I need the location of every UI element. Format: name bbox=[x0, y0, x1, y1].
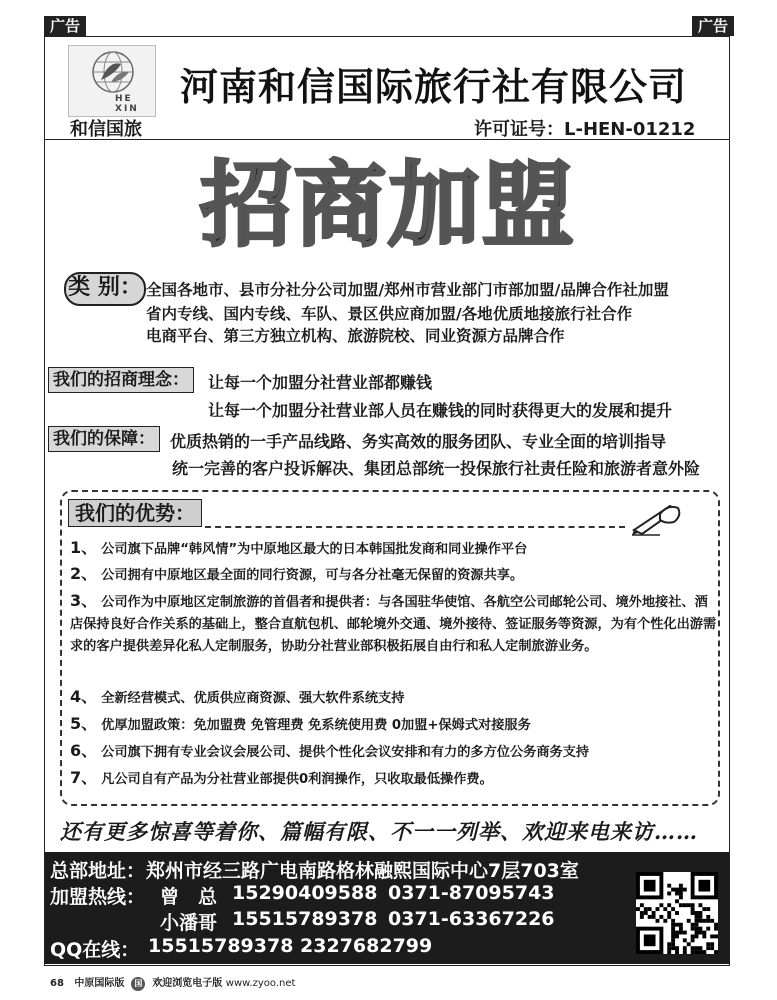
category-line-2: 省内专线、国内专线、车队、景区供应商加盟/各地优质地接旅行社合作 bbox=[146, 305, 633, 323]
main-title-text: 招商加盟 bbox=[199, 152, 577, 257]
advantages-divider bbox=[205, 526, 625, 528]
philosophy-line-1: 让每一个加盟分社营业部都赚钱 bbox=[208, 373, 433, 392]
contact-2-mobile: 15515789378 bbox=[232, 908, 378, 930]
category-line-3: 电商平台、第三方独立机构、旅游院校、同业资源方品牌合作 bbox=[146, 327, 565, 345]
philosophy-label: 我们的招商理念： bbox=[48, 367, 194, 393]
hotline-label: 加盟热线： bbox=[50, 886, 146, 908]
advantages-title: 我们的优势： bbox=[68, 499, 202, 527]
qq-label: QQ在线： bbox=[50, 939, 140, 961]
guarantee-label: 我们的保障： bbox=[48, 426, 160, 452]
ad-tag-left: 广告 bbox=[44, 16, 86, 36]
page-footer bbox=[50, 974, 295, 991]
contact-1-mobile: 15290409588 bbox=[232, 882, 378, 904]
philosophy-line-2: 让每一个加盟分社营业部人员在赚钱的同时获得更大的发展和提升 bbox=[208, 401, 673, 420]
section-name: 中原国际版 bbox=[74, 978, 125, 989]
footer-text: 欢迎浏览电子版 bbox=[152, 978, 223, 989]
contact-2-phone: 0371-63367226 bbox=[388, 908, 555, 930]
section-badge: 国 bbox=[131, 977, 145, 991]
contact-2-name: 小潘哥 bbox=[160, 912, 218, 934]
license-number: 许可证号：L-HEN-01212 bbox=[474, 119, 696, 140]
writing-hand-icon bbox=[630, 500, 684, 536]
main-title bbox=[188, 147, 588, 257]
advantage-item-5: 5、 优厚加盟政策：免加盟费 免管理费 免系统使用费 0加盟+保姆式对接服务 bbox=[70, 714, 531, 733]
advantage-item-2: 2、 公司拥有中原地区最全面的同行资源，可与各分社毫无保留的资源共享。 bbox=[70, 564, 524, 583]
advantage-item-1: 1、 公司旗下品牌“韩风情”为中原地区最大的日本韩国批发商和同业操作平台 bbox=[70, 538, 528, 557]
advantage-item-6: 6、 公司旗下拥有专业会议会展公司、提供个性化会议安排和有力的多方位公务商务支持 bbox=[70, 741, 590, 760]
ad-tag-right: 广告 bbox=[692, 16, 734, 36]
address-value: 郑州市经三路广电南路格林融熙国际中心7层703室 bbox=[146, 860, 579, 882]
guarantee-line-1: 优质热销的一手产品线路、务实高效的服务团队、专业全面的培训指导 bbox=[170, 432, 667, 451]
qq-value: 15515789378 2327682799 bbox=[148, 935, 433, 957]
contact-1-phone: 0371-87095743 bbox=[388, 882, 555, 904]
advantage-item-3: 3、 公司作为中原地区定制旅游的首倡者和提供者：与各国驻华使馆、各航空公司邮轮公司、境外地接社、酒店保持良好合作关系的基础上，整合直航包机、邮轮境外交通、境外接待、签证服务等资源，为有个性化出游需求的客户提供差异化私人定制服务，协助分社营业部积极拓展自由行和私人定制旅游业务。 bbox=[70, 591, 717, 654]
page-number: 68 bbox=[50, 978, 64, 989]
contact-1-name: 曾 总 bbox=[160, 886, 218, 908]
globe-leaf-icon bbox=[91, 50, 135, 94]
category-label: 类 别： bbox=[64, 272, 146, 306]
qr-code-icon bbox=[636, 872, 718, 954]
advantage-item-7: 7、 凡公司自有产品为分社营业部提供0利润操作，只收取最低操作费。 bbox=[70, 768, 493, 787]
advantage-item-4: 4、 全新经营模式、优质供应商资源、强大软件系统支持 bbox=[70, 687, 405, 706]
address-label: 总部地址： bbox=[50, 860, 146, 882]
company-name: 河南和信国际旅行社有限公司 bbox=[180, 65, 688, 109]
category-line-1: 全国各地市、县市分社分公司加盟/郑州市营业部门市部加盟/品牌合作社加盟 bbox=[146, 281, 669, 299]
footer-url: www.zyoo.net bbox=[225, 978, 296, 989]
logo-english-text: HE XIN bbox=[115, 94, 139, 114]
slogan: 还有更多惊喜等着你、篇幅有限、不一一列举、欢迎来电来访…… bbox=[60, 819, 698, 844]
company-logo bbox=[68, 45, 156, 117]
guarantee-line-2: 统一完善的客户投诉解决、集团总部统一投保旅行社责任险和旅游者意外险 bbox=[172, 459, 701, 478]
logo-chinese-name: 和信国旅 bbox=[70, 119, 142, 140]
